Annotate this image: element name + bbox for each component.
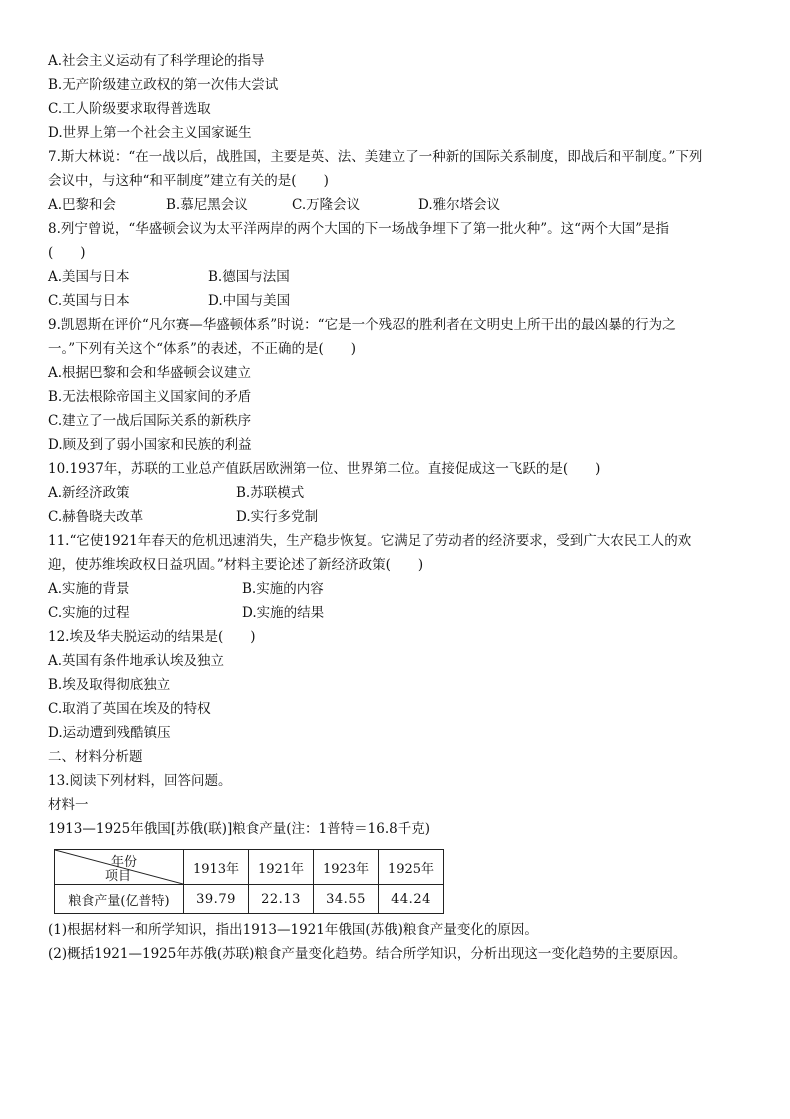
q6-option-c: C.工人阶级要求取得普选取 bbox=[48, 101, 211, 117]
q13-sub2: (2)概括1921—1925年苏俄(苏联)粮食产量变化趋势。结合所学知识，分析出现这一变化趋势的主要原因。 bbox=[48, 946, 687, 962]
q10-options-row2 bbox=[48, 505, 748, 529]
q10-option-b: B.苏联模式 bbox=[236, 485, 305, 501]
q11-option-d: D.实施的结果 bbox=[242, 605, 325, 621]
row-label: 粮食产量(亿普特) bbox=[55, 885, 184, 914]
q7-stem-line2: 会议中，与这种“和平制度”建立有关的是( ) bbox=[48, 173, 329, 189]
q12-option-c: C.取消了英国在埃及的特权 bbox=[48, 701, 211, 717]
q9-option-b: B.无法根除帝国主义国家间的矛盾 bbox=[48, 389, 252, 405]
q9-option-d: D.顾及到了弱小国家和民族的利益 bbox=[48, 437, 252, 453]
table-caption: 1913—1925年俄国[苏俄(联)]粮食产量(注：1普特＝16.8千克) bbox=[48, 821, 430, 837]
q9-option-c: C.建立了一战后国际关系的新秩序 bbox=[48, 413, 252, 429]
q12-option-b: B.埃及取得彻底独立 bbox=[48, 677, 171, 693]
corner-label-year: 年份 bbox=[110, 855, 137, 870]
q11-options-row2 bbox=[48, 601, 748, 625]
q7-option-d: D.雅尔塔会议 bbox=[418, 197, 501, 213]
table-header-row bbox=[55, 850, 444, 885]
q8-options-row1 bbox=[48, 265, 748, 289]
value-1923: 34.55 bbox=[314, 885, 379, 914]
q11-option-c: C.实施的过程 bbox=[48, 605, 130, 621]
q11-option-a: A.实施的背景 bbox=[48, 581, 130, 597]
value-1921: 22.13 bbox=[249, 885, 314, 914]
q9-stem-line2: 一。”下列有关这个“体系”的表述，不正确的是( ) bbox=[48, 341, 356, 357]
q8-stem-line2: ( ) bbox=[48, 245, 86, 261]
q13-stem: 13.阅读下列材料，回答问题。 bbox=[48, 773, 232, 789]
q8-option-b: B.德国与法国 bbox=[208, 269, 290, 285]
q13-sub1: (1)根据材料一和所学知识，指出1913—1921年俄国(苏俄)粮食产量变化的原因。 bbox=[48, 922, 538, 938]
q10-stem: 10.1937年，苏联的工业总产值跃居欧洲第一位、世界第二位。直接促成这一飞跃的是( ) bbox=[48, 461, 601, 477]
table-data-row bbox=[55, 885, 444, 914]
q10-option-d: D.实行多党制 bbox=[236, 509, 319, 525]
q12-option-d: D.运动遭到残酷镇压 bbox=[48, 725, 171, 741]
corner-label-item: 项目 bbox=[105, 869, 132, 884]
q6-option-a: A.社会主义运动有了科学理论的指导 bbox=[48, 53, 265, 69]
q12-option-a: A.英国有条件地承认埃及独立 bbox=[48, 653, 225, 669]
grain-output-table bbox=[54, 849, 444, 914]
value-1925: 44.24 bbox=[379, 885, 444, 914]
q11-stem-line1: 11.“它使1921年春天的危机迅速消失，生产稳步恢复。它满足了劳动者的经济要求，受到广大农民工人的欢 bbox=[48, 533, 692, 549]
q7-option-a: A.巴黎和会 bbox=[48, 197, 117, 213]
header-year-1913: 1913年 bbox=[184, 850, 249, 885]
header-year-1921: 1921年 bbox=[249, 850, 314, 885]
q11-options-row1 bbox=[48, 577, 748, 601]
q6-option-d: D.世界上第一个社会主义国家诞生 bbox=[48, 125, 252, 141]
q9-stem-line1: 9.凯恩斯在评价“凡尔赛—华盛顿体系”时说：“它是一个残忍的胜利者在文明史上所干出的最凶暴的行为之 bbox=[48, 317, 676, 333]
q12-stem: 12.埃及华夫脱运动的结果是( ) bbox=[48, 629, 256, 645]
q8-option-d: D.中国与美国 bbox=[208, 293, 291, 309]
q10-option-c: C.赫鲁晓夫改革 bbox=[48, 509, 144, 525]
q8-options-row2 bbox=[48, 289, 748, 313]
material-label: 材料一 bbox=[48, 797, 89, 813]
exam-page bbox=[48, 49, 748, 966]
q8-stem-line1: 8.列宁曾说，“华盛顿会议为太平洋两岸的两个大国的下一场战争埋下了第一批火种”。这“两个大国”是指 bbox=[48, 221, 669, 237]
q11-option-b: B.实施的内容 bbox=[242, 581, 324, 597]
q7-option-c: C.万隆会议 bbox=[292, 197, 361, 213]
q9-option-a: A.根据巴黎和会和华盛顿会议建立 bbox=[48, 365, 252, 381]
q6-option-b: B.无产阶级建立政权的第一次伟大尝试 bbox=[48, 77, 279, 93]
value-1913: 39.79 bbox=[184, 885, 249, 914]
q11-stem-line2: 迎，使苏维埃政权日益巩固。”材料主要论述了新经济政策( ) bbox=[48, 557, 424, 573]
section-heading: 二、材料分析题 bbox=[48, 749, 143, 765]
q7-option-b: B.慕尼黑会议 bbox=[166, 197, 248, 213]
table-corner-cell bbox=[55, 850, 184, 885]
q8-option-a: A.美国与日本 bbox=[48, 269, 130, 285]
q7-stem-line1: 7.斯大林说：“在一战以后，战胜国，主要是英、法、美建立了一种新的国际关系制度，即战后和平制度。”下列 bbox=[48, 149, 703, 165]
q7-options-row bbox=[48, 193, 748, 217]
header-year-1925: 1925年 bbox=[379, 850, 444, 885]
header-year-1923: 1923年 bbox=[314, 850, 379, 885]
q8-option-c: C.英国与日本 bbox=[48, 293, 130, 309]
q10-option-a: A.新经济政策 bbox=[48, 485, 130, 501]
q10-options-row1 bbox=[48, 481, 748, 505]
